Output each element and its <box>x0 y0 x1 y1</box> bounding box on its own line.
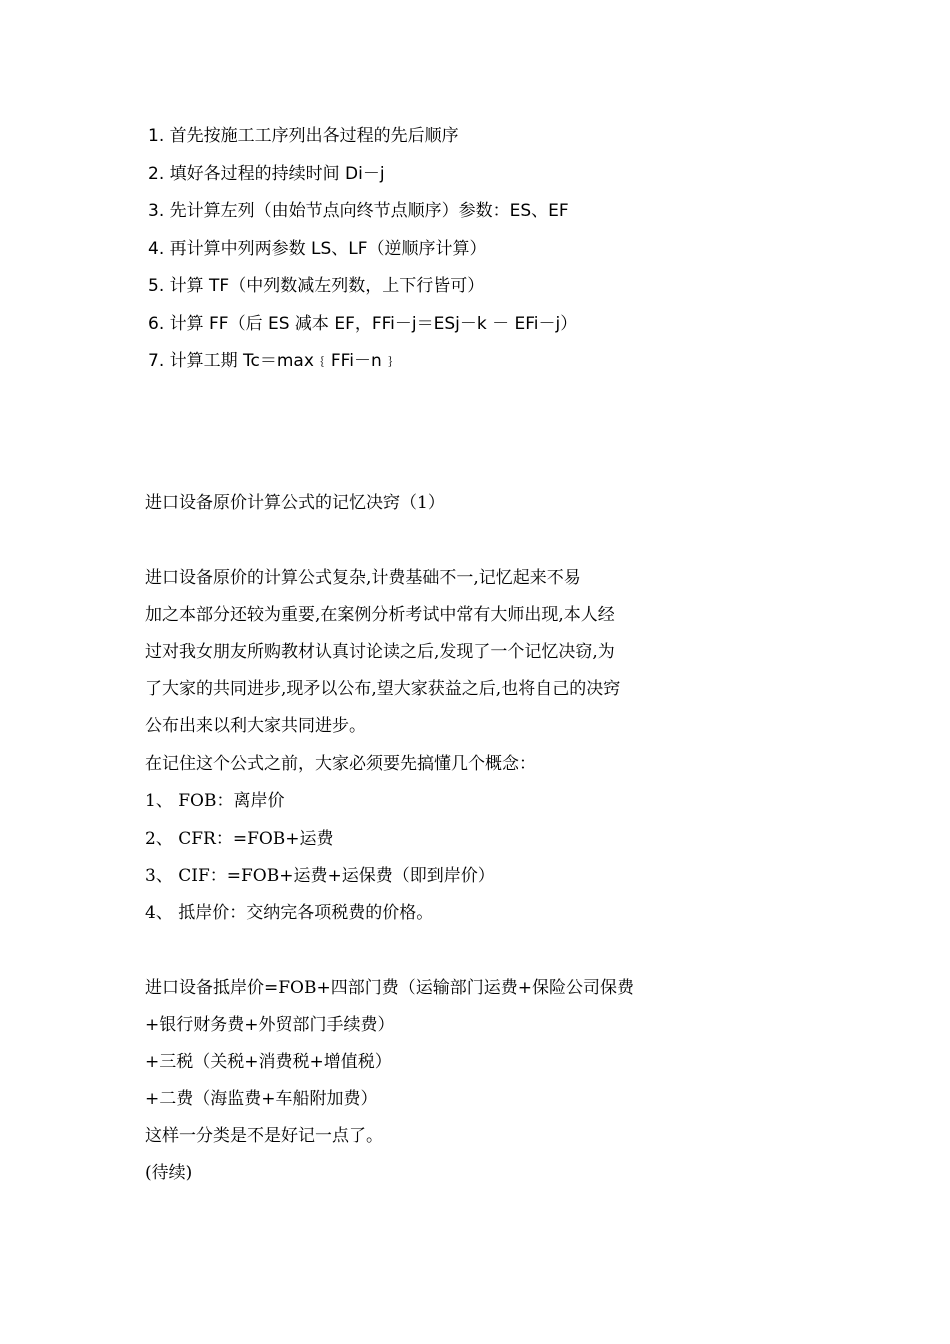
step-5: 5. 计算 TF（中列数减左列数，上下行皆可） <box>148 276 485 296</box>
article-title: 进口设备原价计算公式的记忆决窍（1） <box>145 493 445 513</box>
procedure-steps-list <box>148 122 577 385</box>
to-be-continued: (待续) <box>145 1163 193 1183</box>
intro-line-6: 在记住这个公式之前，大家必须要先搞懂几个概念： <box>145 754 536 774</box>
step-2: 2. 填好各过程的持续时间 Di－j <box>148 163 385 184</box>
formula-line-3: +三税（关税+消费税+增值税） <box>145 1052 392 1072</box>
concept-cfr: 2、 CFR：=FOB+运费 <box>145 829 334 849</box>
step-3: 3. 先计算左列（由始节点向终节点顺序）参数：ES、EF <box>148 201 569 221</box>
concept-cif: 3、 CIF：=FOB+运费+运保费（即到岸价） <box>145 866 495 886</box>
step-7: 7. 计算工期 Tc＝max﹛FFi－n﹜ <box>148 351 399 371</box>
step-1: 1. 首先按施工工序列出各过程的先后顺序 <box>148 126 459 146</box>
formula-line-1: 进口设备抵岸价=FOB+四部门费（运输部门运费+保险公司保费 <box>145 978 634 998</box>
intro-line-5: 公布出来以利大家共同进步。 <box>145 716 366 736</box>
formula-line-5: 这样一分类是不是好记一点了。 <box>145 1126 383 1146</box>
concept-fob: 1、 FOB：离岸价 <box>145 791 285 811</box>
step-6: 6. 计算 FF（后 ES 减本 EF，FFi－j＝ESj－k － EFi－j） <box>148 313 578 334</box>
intro-line-3: 过对我女朋友所购教材认真讨论读之后,发现了一个记忆决窃,为 <box>145 642 615 662</box>
formula-line-4: +二费（海监费+车船附加费） <box>145 1089 378 1109</box>
formula-line-2: +银行财务费+外贸部门手续费） <box>145 1015 395 1035</box>
intro-line-2: 加之本部分还较为重要,在案例分析考试中常有大师出现,本人经 <box>145 605 615 625</box>
intro-line-1: 进口设备原价的计算公式复杂,计费基础不一,记忆起来不易 <box>145 568 581 588</box>
step-4: 4. 再计算中列两参数 LS、LF（逆顺序计算） <box>148 238 487 259</box>
concept-landed-price: 4、 抵岸价：交纳完各项税费的价格。 <box>145 903 434 923</box>
intro-line-4: 了大家的共同进步,现矛以公布,望大家获益之后,也将自己的决窍 <box>145 679 621 699</box>
